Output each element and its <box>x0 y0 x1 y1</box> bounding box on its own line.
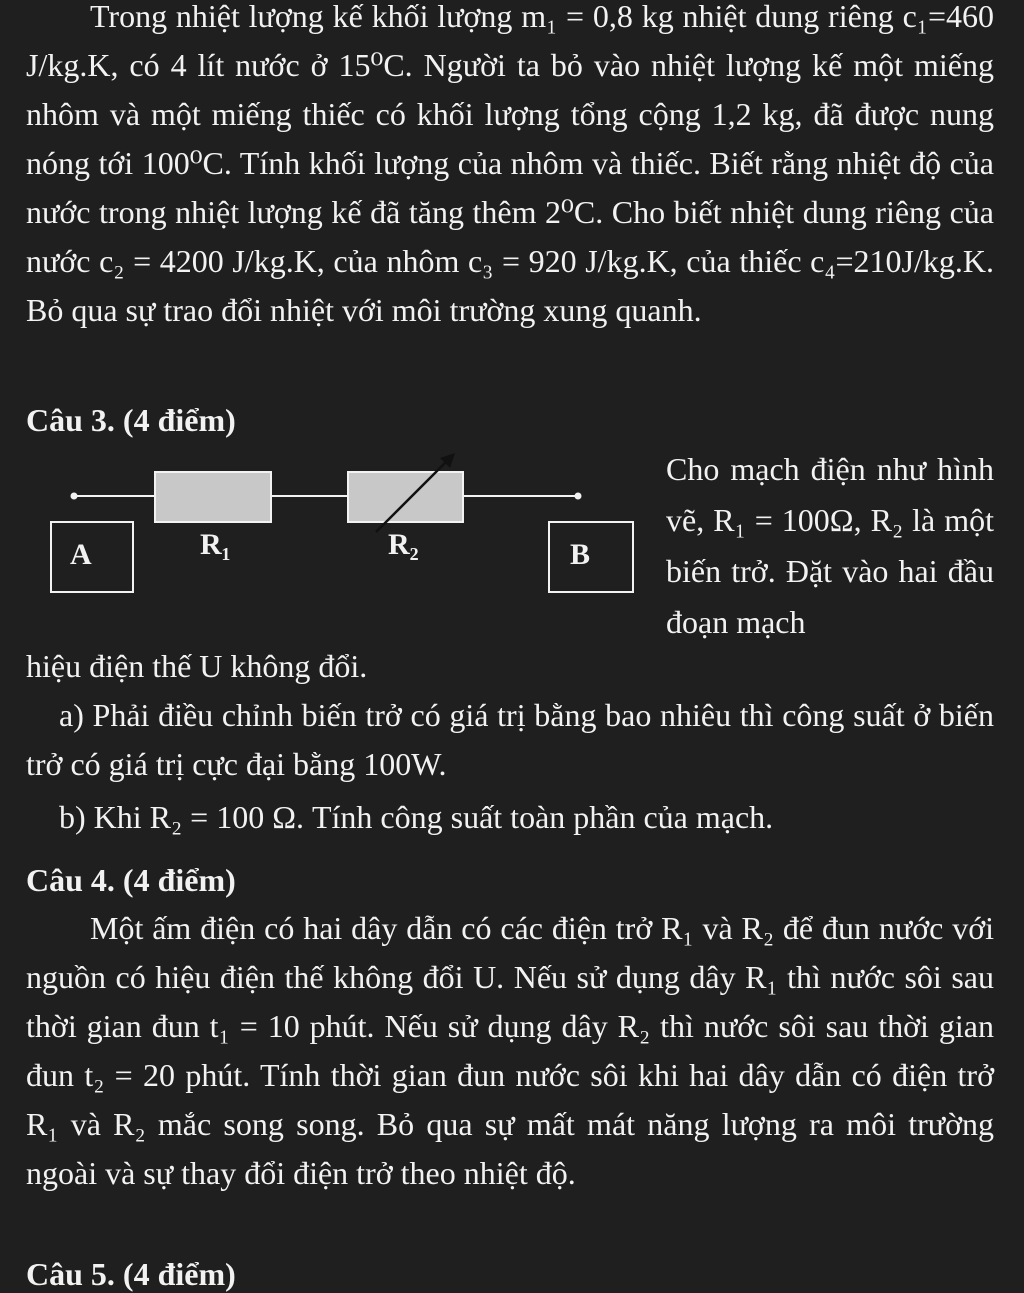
cau3-heading: Câu 3. (4 điểm) <box>26 402 236 438</box>
cau5-heading-partial: Câu 5. (4 điểm) <box>26 1256 236 1292</box>
resistor-r1 <box>155 472 271 522</box>
terminal-box-b <box>549 522 633 592</box>
terminal-a-label: A <box>70 538 92 571</box>
cau2-paragraph: Trong nhiệt lượng kế khối lượng m₁ = 0,8 kg nhiệt dung riêng c₁=460 J/kg.K, có 4 lít nước ở 15⁰C. Người ta bỏ vào nhiệt lượng kế một miếng nhôm và một miếng thiếc có khối lượng tổng cộng 1,2 kg, đã được nung nóng tới 100⁰C. Tính khối lượng của nhôm và thiếc. Biết rằng nhiệt độ của nước trong nhiệt lượng kế đã tăng thêm 2⁰C. Cho biết nhiệt dung riêng của nước c₂ = 4200 J/kg.K, của nhôm c₃ = 920 J/kg.K, của thiếc c₄=210J/kg.K. Bỏ qua sự trao đổi nhiệt với môi trường xung quanh. <box>26 0 994 328</box>
cau3-part-a: a) Phải điều chỉnh biến trở có giá trị bằng bao nhiêu thì công suất ở biến trở có giá trị cực đại bằng 100W. <box>26 697 994 782</box>
resistor-r2 <box>348 472 463 522</box>
cau3-intro-continued: hiệu điện thế U không đổi. <box>26 648 368 684</box>
circuit-svg <box>30 440 650 610</box>
terminal-node-a <box>71 493 78 500</box>
r1-label: R₁ <box>200 528 231 561</box>
terminal-node-b <box>575 493 582 500</box>
cau3-side-text: Cho mạch điện như hình vẽ, R₁ = 100Ω, R₂ là một biến trở. Đặt vào hai đầu đoạn mạch <box>666 451 994 640</box>
r2-label: R₂ <box>388 528 419 561</box>
cau3-part-b: b) Khi R₂ = 100 Ω. Tính công suất toàn phần của mạch. <box>59 799 774 835</box>
cau4-paragraph: Một ấm điện có hai dây dẫn có các điện trở R₁ và R₂ để đun nước với nguồn có hiệu điện thế không đổi U. Nếu sử dụng dây R₁ thì nước sôi sau thời gian đun t₁ = 10 phút. Nếu sử dụng dây R₂ thì nước sôi sau thời gian đun t₂ = 20 phút. Tính thời gian đun nước sôi khi hai dây dẫn có điện trở R₁ và R₂ mắc song song. Bỏ qua sự mất mát năng lượng ra môi trường ngoài và sự thay đổi điện trở theo nhiệt độ. <box>26 910 994 1191</box>
terminal-b-label: B <box>570 538 591 571</box>
cau4-heading: Câu 4. (4 điểm) <box>26 862 236 898</box>
circuit-diagram <box>30 440 650 610</box>
terminal-box-a <box>51 522 133 592</box>
